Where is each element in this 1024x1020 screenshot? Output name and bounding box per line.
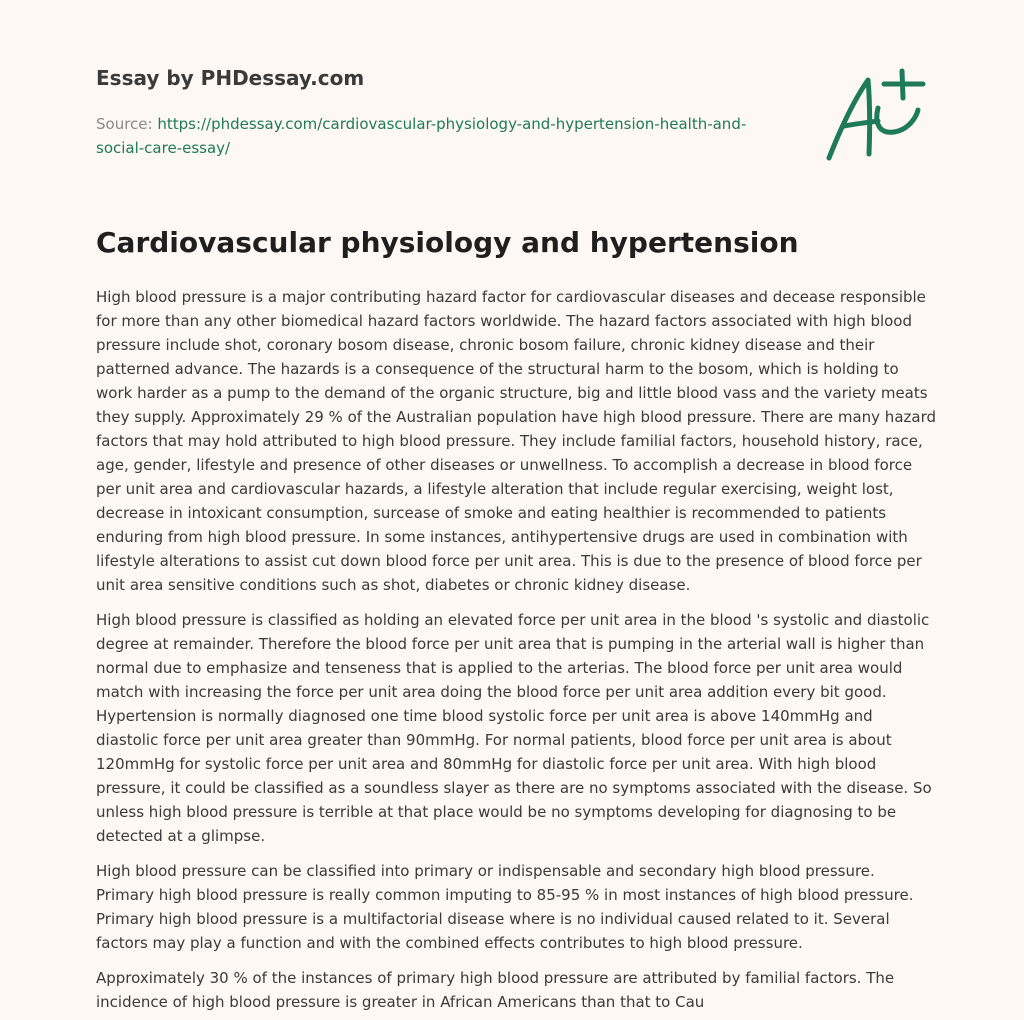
site-title: Essay by PHDessay.com <box>96 66 365 90</box>
a-plus-grade-icon <box>820 68 930 164</box>
essay-body <box>96 285 936 1020</box>
source-label: Source: <box>96 115 158 133</box>
essay-title: Cardiovascular physiology and hypertension <box>96 226 799 259</box>
essay-paragraph: Approximately 30 % of the instances of primary high blood pressure are attributed by familial factors. The incidence of high blood pressure is greater in African Americans than that to Cau <box>96 969 895 1011</box>
source-link[interactable]: https://phdessay.com/cardiovascular-physiology-and-hypertension-health-and-social-care-essay/ <box>96 115 747 157</box>
essay-paragraph: High blood pressure is classified as holding an elevated force per unit area in the blood 's systolic and diastolic degree at remainder. Therefore the blood force per unit area that is pumping in the arterial wall is higher than normal due to emphasize and tenseness that is applied to the arterias. The blood force per unit area would match with increasing the force per unit area doing the blood force per unit area addition every bit good. Hypertension is normally diagnosed one time blood systolic force per unit area is above 140mmHg and diastolic force per unit area greater than 90mmHg. For normal patients, blood force per unit area is about 120mmHg for systolic force per unit area and 80mmHg for diastolic force per unit area. With high blood pressure, it could be classified as a soundless slayer as there are no symptoms associated with the disease. So unless high blood pressure is terrible at that place would be no symptoms developing for diagnosing to be detected at a glimpse. <box>96 611 932 845</box>
source-line <box>96 112 756 160</box>
essay-paragraph: High blood pressure can be classified into primary or indispensable and secondary high blood pressure. Primary high blood pressure is really common imputing to 85-95 % in most instances of high blood pressure. Primary high blood pressure is a multifactorial disease where is no individual caused related to it. Several factors may play a function and with the combined effects contributes to high blood pressure. <box>96 862 914 952</box>
essay-paragraph: High blood pressure is a major contributing hazard factor for cardiovascular diseases and decease responsible for more than any other biomedical hazard factors worldwide. The hazard factors associated with high blood pressure include shot, coronary bosom disease, chronic bosom failure, chronic kidney disease and their patterned advance. The hazards is a consequence of the structural harm to the bosom, which is holding to work harder as a pump to the demand of the organic structure, big and little blood vass and the variety meats they supply. Approximately 29 % of the Australian population have high blood pressure. There are many hazard factors that may hold attributed to high blood pressure. They include familial factors, household history, race, age, gender, lifestyle and presence of other diseases or unwellness. To accomplish a decrease in blood force per unit area and cardiovascular hazards, a lifestyle alteration that include regular exercising, weight lost, decrease in intoxicant consumption, surcease of smoke and eating healthier is recommended to patients enduring from high blood pressure. In some instances, antihypertensive drugs are used in combination with lifestyle alterations to assist cut down blood force per unit area. This is due to the presence of blood force per unit area sensitive conditions such as shot, diabetes or chronic kidney disease. <box>96 288 936 594</box>
